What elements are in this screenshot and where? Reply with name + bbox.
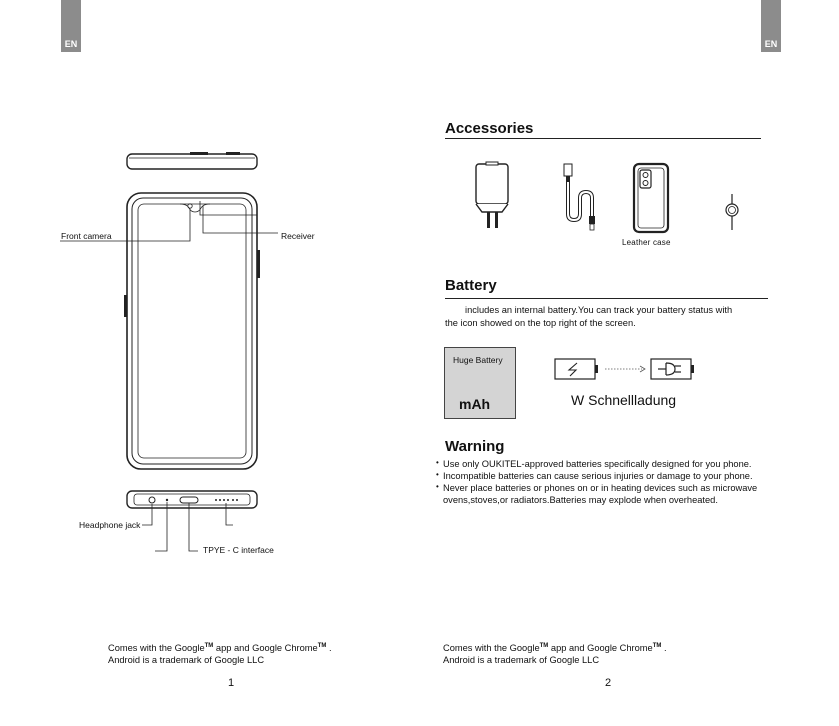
page-number-right: 2 [605, 677, 612, 689]
warning-item: • Use only OUKITEL-approved batteries specifically designed for you phone. [437, 458, 757, 470]
power-plug-icon [651, 359, 694, 379]
language-tab-right [761, 0, 781, 52]
battery-capacity-box [444, 347, 516, 419]
charging-illustration [550, 355, 700, 385]
headphone-jack-label: Headphone jack [79, 520, 141, 530]
charger-icon [476, 162, 508, 228]
phone-case-icon [634, 164, 668, 232]
battery-description: includes an internal battery.You can track your battery status with the icon showed on the top right of the screen. [445, 305, 733, 328]
receiver-label: Receiver [281, 231, 315, 241]
battery-box-label: Huge Battery [453, 355, 503, 365]
accessories-illustration [470, 158, 760, 238]
sim-pin-icon [726, 194, 738, 230]
usb-c-label: TPYE - C interface [203, 545, 274, 555]
language-tab-label: EN [764, 39, 778, 49]
footer-right: Comes with the Google™ app and Google Chrome™ . Android is a trademark of Google LLC [443, 643, 667, 666]
warning-item: • Incompatible batteries can cause serious injuries or damage to your phone. [437, 470, 757, 482]
warning-list [437, 458, 757, 506]
warning-title: Warning [445, 438, 505, 455]
usb-cable-icon [564, 164, 595, 230]
phone-bottom-view [127, 491, 257, 551]
battery-rule [445, 298, 768, 299]
leather-case-label: Leather case [622, 238, 671, 247]
battery-title: Battery [445, 277, 497, 294]
accessories-title: Accessories [445, 120, 534, 137]
phone-diagram [40, 145, 340, 565]
page-number-left: 1 [228, 677, 235, 689]
language-tab-label: EN [64, 39, 78, 49]
footer-left: Comes with the Google™ app and Google Chrome™ . Android is a trademark of Google LLC [108, 643, 332, 666]
accessories-rule [445, 138, 761, 139]
front-camera-label: Front camera [61, 231, 112, 241]
phone-top-view [127, 152, 257, 169]
battery-charging-icon [555, 359, 598, 379]
warning-item: • Never place batteries or phones on or in heating devices such as microwave [437, 482, 757, 494]
language-tab-left [61, 0, 81, 52]
battery-box-unit: mAh [459, 396, 491, 412]
warning-item-continued: ovens,stoves,or radiators.Batteries may explode when overheated. [443, 495, 718, 505]
fast-charge-label: W Schnellladung [571, 392, 677, 408]
